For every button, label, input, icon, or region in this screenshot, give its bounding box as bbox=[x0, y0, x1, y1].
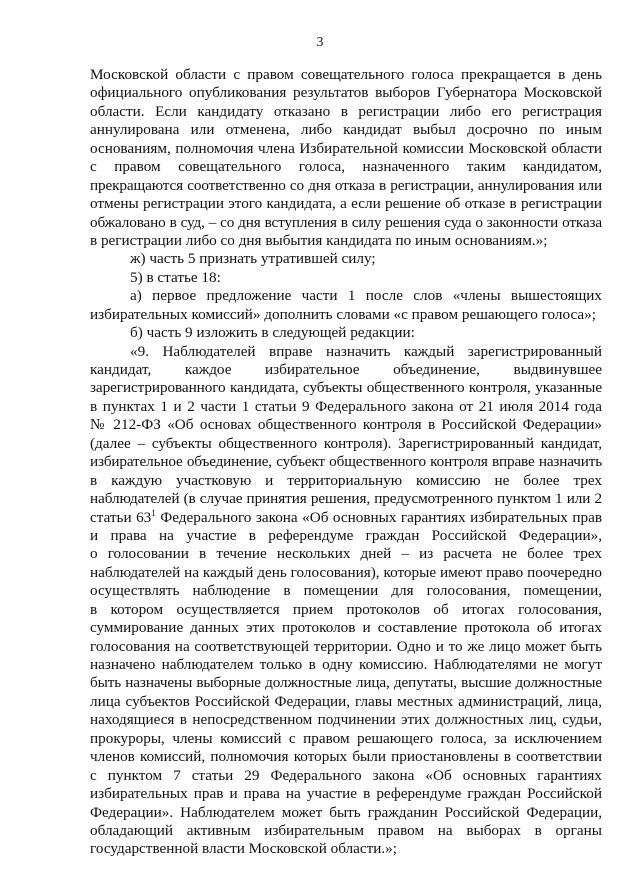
text-line: голосования на соответствующей территории. Одно и то же лицо может быть bbox=[90, 637, 602, 655]
text-line: избирательных прав и права на участие в референдуме граждан Российской bbox=[90, 785, 602, 803]
text-line: осуществлять наблюдение в помещении для голосования, помещении, bbox=[90, 582, 602, 600]
page-number: 3 bbox=[316, 34, 324, 49]
text-line: отмены регистрации этого кандидата, а если решение об отказе в регистрации bbox=[90, 195, 602, 213]
text-line: обладающий активным избирательным правом на выборах в органы bbox=[90, 821, 602, 839]
text-line: официального опубликования результатов выборов Губернатора Московской bbox=[90, 84, 602, 102]
text-line: суммирование данных этих протоколов и составление протокола об итогах bbox=[90, 619, 602, 637]
text-line: членов комиссий, полномочия которых были приостановлены в соответствии bbox=[90, 748, 602, 766]
text-line: области. Если кандидату отказано в регистрации либо его регистрация bbox=[90, 102, 602, 120]
text-line: 5) в статье 18: bbox=[130, 268, 221, 286]
text-line: с пунктом 7 статьи 29 Федерального закона «Об основных гарантиях bbox=[90, 766, 602, 784]
text-line: а) первое предложение части 1 после слов «члены вышестоящих bbox=[130, 287, 602, 305]
text-line: в пунктах 1 и 2 части 1 статьи 9 Федерального закона от 21 июля 2014 года bbox=[90, 397, 602, 415]
text-line: Московской области с правом совещательного голоса прекращается в день bbox=[90, 66, 602, 83]
text-line: избирательное объединение, субъект общественного контроля вправе назначить bbox=[90, 453, 602, 471]
text-line: № 212-ФЗ «Об основах общественного контроля в Российской Федерации» bbox=[90, 416, 602, 434]
text-line: и права на участие в референдуме граждан Российской Федерации», bbox=[90, 526, 602, 544]
text-line: избирательных комиссий» дополнить словами «с правом решающего голоса»; bbox=[90, 305, 596, 323]
text-line: б) часть 9 изложить в следующей редакции: bbox=[130, 324, 415, 342]
text-line: кандидат, каждое избирательное объединение, выдвинувшее bbox=[90, 361, 602, 378]
text-line: основаниям, полномочия члена Избирательной комиссии Московской области bbox=[90, 139, 602, 157]
text-line: государственной власти Московской области.»; bbox=[90, 840, 397, 858]
text-line: обжаловано в суд, – со дня вступления в силу решения суда о законности отказа bbox=[90, 213, 602, 231]
text-line bbox=[90, 509, 602, 527]
body-text bbox=[90, 66, 602, 859]
text-line: находящиеся в непосредственном подчинении этих должностных лиц, судьи, bbox=[90, 711, 602, 729]
text-line: прокуроры, члены комиссий с правом решающего голоса, за исключением bbox=[90, 729, 602, 747]
text-line: «9. Наблюдателей вправе назначить каждый зарегистрированный bbox=[130, 342, 602, 360]
text-line: в каждую участковую и территориальную комиссию не более трех bbox=[90, 471, 602, 489]
text-line: ж) часть 5 признать утратившей силу; bbox=[130, 250, 376, 268]
text-line: прекращаются соответственно со дня отказа в регистрации, аннулирования или bbox=[90, 176, 602, 194]
text-line: зарегистрированного кандидата, субъекты общественного контроля, указанные bbox=[90, 379, 602, 397]
text-line: наблюдателей (в случае принятия решения, предусмотренного пунктом 1 или 2 bbox=[90, 490, 602, 508]
text-line: Федерации». Наблюдателем может быть гражданин Российской Федерации, bbox=[90, 803, 602, 821]
text-line: (далее – субъекты общественного контроля). Зарегистрированный кандидат, bbox=[90, 434, 602, 452]
text-line: назначено наблюдателем только в одну комиссию. Наблюдателями не могут bbox=[90, 656, 602, 673]
text-line: быть назначены выборные должностные лица, депутаты, высшие должностные bbox=[90, 674, 602, 692]
text-line: лица субъектов Российской Федерации, главы местных администраций, лица, bbox=[90, 692, 602, 710]
text-line: наблюдателей на каждый день голосования), которые имеют право поочередно bbox=[90, 563, 602, 581]
text-line: о голосовании в течение нескольких дней – из расчета не более трех bbox=[90, 545, 602, 563]
text-line: с правом совещательного голоса, назначенного таким кандидатом, bbox=[90, 158, 602, 176]
text-line: в регистрации либо со дня выбытия кандидата по иным основаниям.»; bbox=[90, 231, 548, 249]
text-line-rest: Федерального закона «Об основных гарантиях избирательных прав bbox=[155, 508, 602, 526]
text-line: в котором осуществляется прием протоколов об итогах голосования, bbox=[90, 600, 602, 618]
text-line-prefix: статьи 63 bbox=[90, 508, 152, 526]
superscript: 1 bbox=[151, 507, 156, 518]
text-line: аннулирована или отменена, либо кандидат выбыл досрочно по иным bbox=[90, 121, 602, 139]
